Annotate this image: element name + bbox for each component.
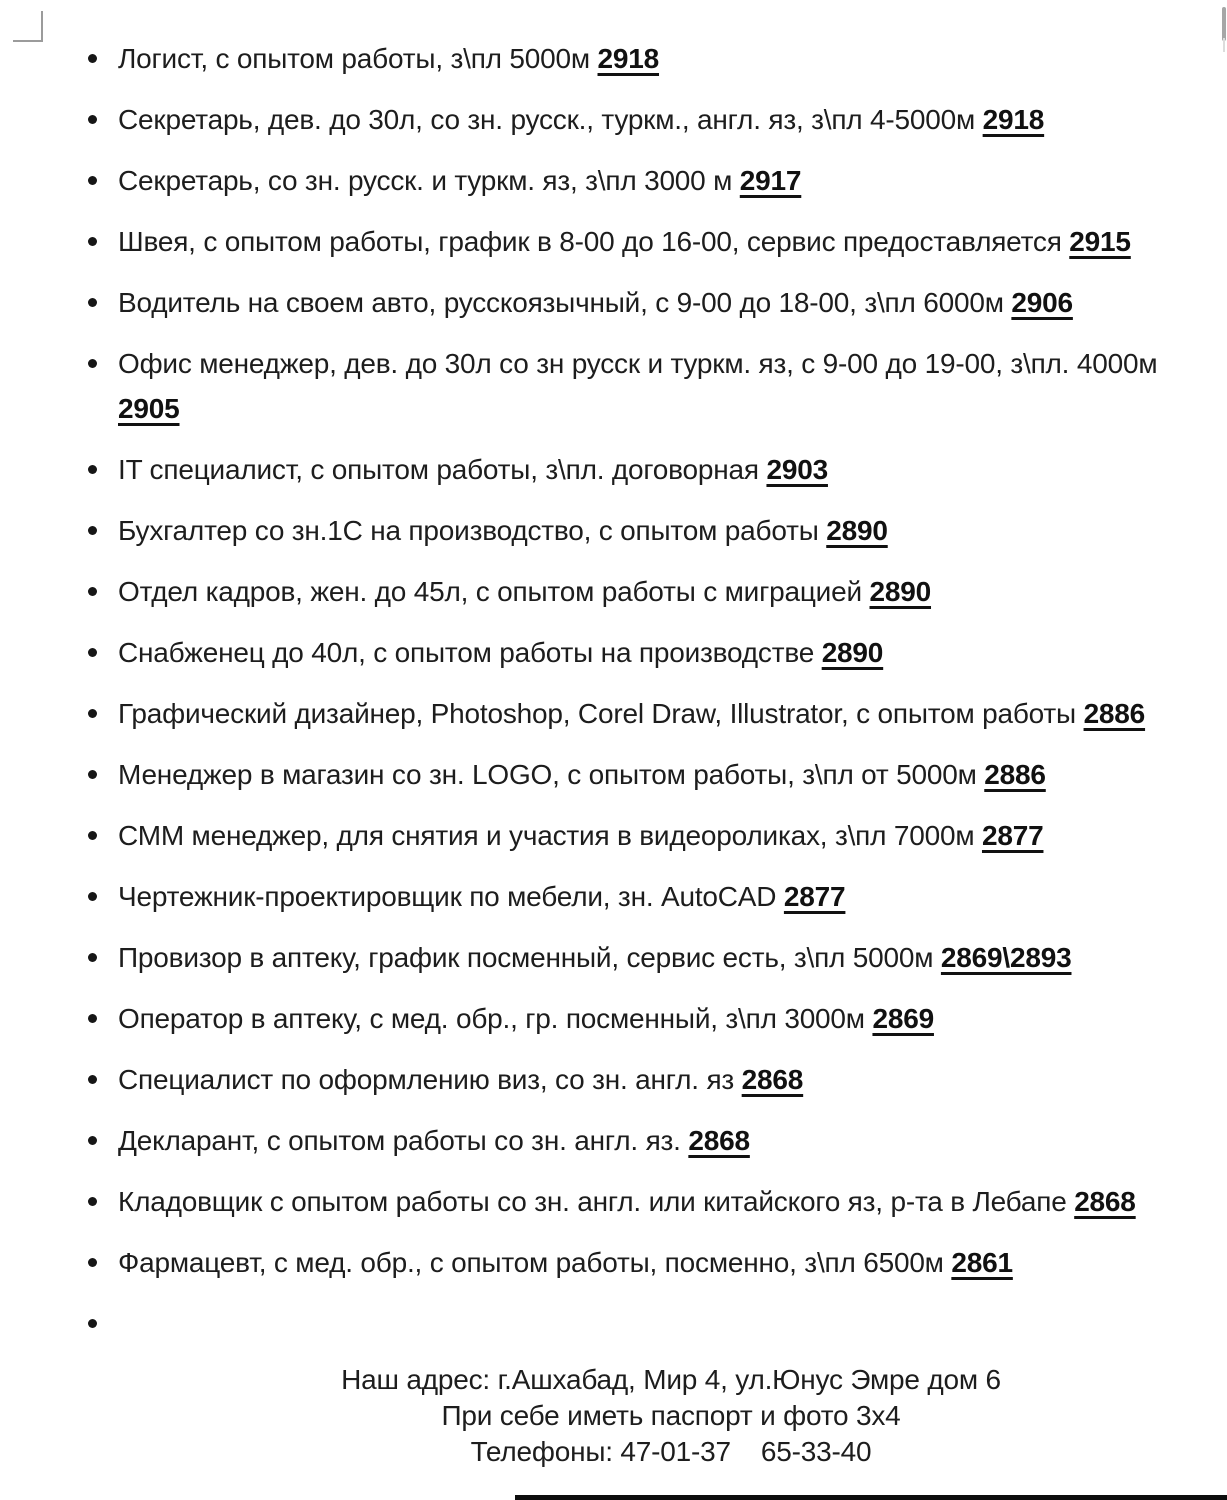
vacancy-number: 2868 xyxy=(688,1125,750,1156)
vacancy-text: Провизор в аптеку, график посменный, сервис есть, з\пл 5000м xyxy=(118,942,934,973)
vacancy-number: 2890 xyxy=(821,637,884,668)
vacancy-text: Логист, с опытом работы, з\пл 5000м xyxy=(118,43,590,74)
vacancy-number: 2918 xyxy=(982,104,1045,135)
vacancy-item xyxy=(118,1118,1215,1163)
page-corner-mark xyxy=(13,11,43,42)
vacancy-item xyxy=(118,1301,1215,1346)
scrollbar-thumb[interactable] xyxy=(1222,7,1226,41)
vacancy-text: Кладовщик с опытом работы со зн. англ. или китайского яз, р-та в Лебапе xyxy=(118,1186,1067,1217)
vacancy-number: 2886 xyxy=(1083,698,1146,729)
vacancy-item xyxy=(118,1240,1215,1285)
vacancy-text: Офис менеджер, дев. до 30л со зн русск и туркм. яз, с 9-00 до 19-00, з\пл. 4000м xyxy=(118,348,1158,379)
vacancy-item xyxy=(118,36,1215,81)
vacancy-number: 2869 xyxy=(872,1003,934,1034)
vacancy-item xyxy=(118,341,1215,431)
vacancy-number: 2869\2893 xyxy=(940,942,1072,973)
vacancy-text: Бухгалтер со зн.1С на производство, с опытом работы xyxy=(118,515,819,546)
phone-number-2: 65-33-40 xyxy=(760,1436,872,1467)
vacancy-number: 2877 xyxy=(981,820,1044,851)
vacancy-number: 2906 xyxy=(1011,287,1073,318)
vacancy-number: 2903 xyxy=(766,454,828,485)
vacancy-text: Отдел кадров, жен. до 45л, с опытом работы с миграцией xyxy=(118,576,862,607)
scrollbar-track xyxy=(1223,38,1225,52)
vacancy-item xyxy=(118,752,1215,797)
vacancy-number: 2877 xyxy=(783,881,846,912)
vacancy-text: Фармацевт, с мед. обр., с опытом работы, посменно, з\пл 6500м xyxy=(118,1247,944,1278)
vacancy-text: Секретарь, со зн. русск. и туркм. яз, з\пл 3000 м xyxy=(118,165,733,196)
vacancy-text: Графический дизайнер, Photoshop, Corel Draw, Illustrator, с опытом работы xyxy=(118,698,1076,729)
vacancy-item xyxy=(118,935,1215,980)
vacancy-number: 2890 xyxy=(869,576,932,607)
vacancy-item xyxy=(118,508,1215,553)
vacancy-item xyxy=(118,447,1215,492)
vacancy-text: IT специалист, с опытом работы, з\пл. договорная xyxy=(118,454,759,485)
vacancy-number: 2915 xyxy=(1069,226,1131,257)
vacancy-number: 2918 xyxy=(597,43,660,74)
vacancy-number: 2890 xyxy=(826,515,888,546)
footer-phones xyxy=(115,1434,1227,1470)
vacancy-number: 2917 xyxy=(739,165,802,196)
vacancy-number: 2905 xyxy=(118,393,180,424)
vacancy-text: Снабженец до 40л, с опытом работы на производстве xyxy=(118,637,815,668)
vacancy-item xyxy=(118,569,1215,614)
vacancy-text: Декларант, с опытом работы со зн. англ. яз. xyxy=(118,1125,681,1156)
vacancy-item xyxy=(118,219,1215,264)
vacancy-item xyxy=(118,813,1215,858)
vacancy-text: СММ менеджер, для снятия и участия в видеороликах, з\пл 7000м xyxy=(118,820,975,851)
vacancy-item xyxy=(118,874,1215,919)
footer-note: При себе иметь паспорт и фото 3х4 xyxy=(441,1400,901,1431)
bottom-black-bar xyxy=(515,1495,1227,1500)
phones-line: Телефоны: 47-01-37 xyxy=(470,1436,731,1467)
footer-address: Наш адрес: г.Ашхабад, Мир 4, ул.Юнус Эмре дом 6 xyxy=(341,1364,1001,1395)
vacancy-number: 2861 xyxy=(951,1247,1013,1278)
vacancy-item xyxy=(118,996,1215,1041)
vacancy-item xyxy=(118,158,1215,203)
vacancy-number: 2868 xyxy=(1074,1186,1136,1217)
vacancy-number: 2886 xyxy=(984,759,1046,790)
vacancy-text: Водитель на своем авто, русскоязычный, с 9-00 до 18-00, з\пл 6000м xyxy=(118,287,1004,318)
vacancy-item xyxy=(118,97,1215,142)
vacancy-text: Специалист по оформлению виз, со зн. англ. яз xyxy=(118,1064,735,1095)
vacancy-text: Швея, с опытом работы, график в 8-00 до 16-00, сервис предоставляется xyxy=(118,226,1062,257)
vacancy-text: Оператор в аптеку, с мед. обр., гр. посменный, з\пл 3000м xyxy=(118,1003,865,1034)
vacancy-number: 2868 xyxy=(741,1064,804,1095)
vacancy-text: Секретарь, дев. до 30л, со зн. русск., туркм., англ. яз, з\пл 4-5000м xyxy=(118,104,976,135)
vacancy-item xyxy=(118,1057,1215,1102)
vacancy-item xyxy=(118,630,1215,675)
vacancy-text: Чертежник-проектировщик по мебели, зн. AutoCAD xyxy=(118,881,777,912)
footer xyxy=(0,1362,1227,1470)
vacancy-text: Менеджер в магазин со зн. LOGO, с опытом работы, з\пл от 5000м xyxy=(118,759,977,790)
vacancy-item xyxy=(118,1179,1215,1224)
vacancy-item xyxy=(118,691,1215,736)
vacancy-item xyxy=(118,280,1215,325)
